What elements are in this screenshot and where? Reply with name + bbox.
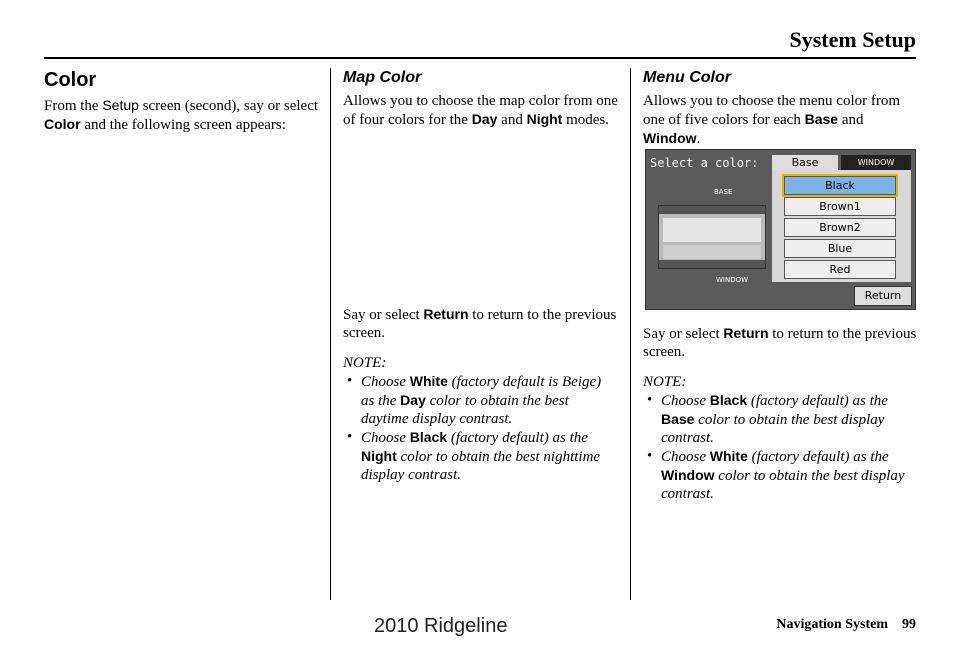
note-item bbox=[643, 391, 918, 447]
color-options-panel bbox=[772, 170, 911, 282]
text: (factory default) as the bbox=[447, 430, 588, 446]
tab-window[interactable]: WINDOW bbox=[841, 155, 911, 170]
keyword-night: Night bbox=[526, 111, 563, 127]
column-divider bbox=[630, 68, 631, 600]
subheading-map-color: Map Color bbox=[343, 69, 422, 86]
screen-title: Select a color: bbox=[650, 156, 759, 170]
keyword-white: White bbox=[709, 448, 748, 464]
keyword-window: Window bbox=[661, 467, 715, 483]
watermark: 2010 Ridgeline bbox=[374, 615, 508, 637]
note-list bbox=[643, 391, 918, 503]
text: Choose bbox=[361, 430, 410, 446]
text: Allows you to choose the map color from one of four colors for the bbox=[343, 93, 618, 128]
color-option-black[interactable]: Black bbox=[784, 176, 896, 195]
header-rule bbox=[44, 57, 916, 59]
keyword-base: Base bbox=[661, 411, 695, 427]
text: and bbox=[838, 112, 864, 128]
text: modes. bbox=[562, 112, 610, 128]
tab-base[interactable]: Base bbox=[772, 155, 838, 170]
keyword-return: Return bbox=[423, 306, 469, 322]
note-item bbox=[643, 447, 918, 503]
text: (factory default) as the bbox=[747, 449, 889, 465]
note-item bbox=[343, 428, 618, 484]
text: color to obtain the best nighttime display contrast. bbox=[361, 449, 601, 483]
preview-label-window: WINDOW bbox=[716, 276, 749, 284]
text: Say or select bbox=[643, 326, 724, 342]
page-header-title: System Setup bbox=[789, 27, 916, 52]
text: to return to the previous screen. bbox=[643, 326, 917, 360]
map-color-description bbox=[343, 92, 618, 129]
color-option-red[interactable]: Red bbox=[784, 260, 896, 279]
return-instruction bbox=[643, 324, 918, 361]
keyword-window: Window bbox=[643, 130, 697, 146]
keyword-setup: Setup bbox=[102, 97, 139, 113]
keyword-night: Night bbox=[361, 448, 397, 464]
text: screen (second), say or select bbox=[138, 98, 319, 114]
text: (factory default) as the bbox=[747, 393, 888, 409]
color-option-blue[interactable]: Blue bbox=[784, 239, 896, 258]
text: Say or select bbox=[343, 307, 424, 323]
text: From the bbox=[44, 98, 103, 114]
keyword-color: Color bbox=[44, 116, 81, 132]
keyword-day: Day bbox=[400, 392, 426, 408]
keyword-white: White bbox=[409, 373, 448, 389]
column-divider bbox=[330, 68, 331, 600]
note-heading: NOTE: bbox=[343, 355, 387, 371]
footer-section-name: Navigation System bbox=[776, 617, 888, 632]
note-list bbox=[343, 372, 618, 484]
keyword-black: Black bbox=[409, 429, 448, 445]
menu-color-description bbox=[643, 92, 918, 148]
keyword-base: Base bbox=[804, 111, 839, 127]
text: Choose bbox=[661, 393, 710, 409]
text: (factory default is Beige) as the bbox=[361, 374, 602, 409]
menu-preview-thumbnail bbox=[658, 205, 766, 269]
keyword-black: Black bbox=[709, 392, 748, 408]
note-heading: NOTE: bbox=[643, 374, 687, 390]
column-color bbox=[44, 68, 319, 134]
text: Allows you to choose the menu color from one of five colors for each bbox=[643, 93, 901, 128]
text: . bbox=[696, 131, 701, 147]
menu-preview-graphic bbox=[659, 206, 765, 268]
text: color to obtain the best display contrast. bbox=[661, 412, 885, 446]
select-color-screenshot bbox=[645, 149, 916, 310]
footer bbox=[776, 617, 916, 633]
color-option-brown1[interactable]: Brown1 bbox=[784, 197, 896, 216]
section-heading-color: Color bbox=[44, 69, 97, 91]
column-map-color bbox=[343, 68, 618, 484]
color-option-brown2[interactable]: Brown2 bbox=[784, 218, 896, 237]
note-item bbox=[343, 372, 618, 428]
text: to return to the previous screen. bbox=[343, 307, 617, 341]
preview-label-base: BASE bbox=[714, 188, 733, 196]
text: and bbox=[497, 112, 527, 128]
text: color to obtain the best display contrast. bbox=[661, 468, 905, 502]
text: and the following screen appears: bbox=[80, 117, 286, 133]
text: color to obtain the best daytime display contrast. bbox=[361, 393, 569, 427]
page-number: 99 bbox=[902, 617, 916, 632]
subheading-menu-color: Menu Color bbox=[643, 69, 731, 86]
text: Choose bbox=[661, 449, 710, 465]
keyword-day: Day bbox=[471, 111, 498, 127]
intro-paragraph bbox=[44, 96, 319, 134]
return-instruction bbox=[343, 305, 618, 342]
text: Choose bbox=[361, 374, 410, 390]
keyword-return: Return bbox=[723, 325, 769, 341]
return-button[interactable]: Return bbox=[854, 286, 912, 306]
